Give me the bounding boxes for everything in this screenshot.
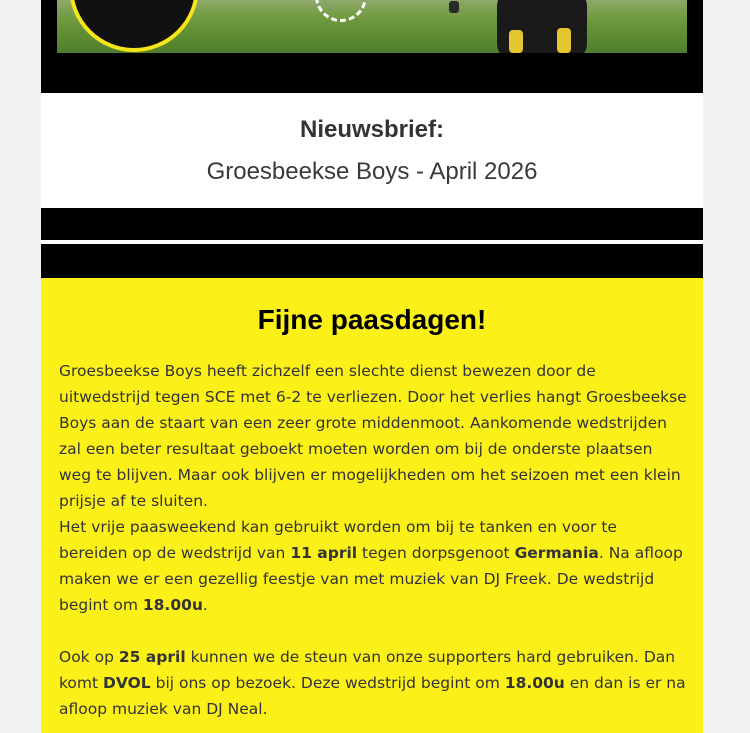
kickoff-time: 18.00u — [504, 674, 565, 692]
article-body — [59, 358, 689, 722]
newsletter-subtitle: Groesbeekse Boys - April 2026 — [206, 158, 538, 185]
article-paragraph: Het vrije paasweekend kan gebruikt worden om bij te tanken en voor te bereiden op de wedstrijd van 11 april tegen dorpsgenoot Germania. Na afloop maken we er een gezellig feestje van met muziek van DJ Freek. De wedstrijd begint om 18.00u. — [59, 518, 683, 614]
article-section — [41, 278, 703, 733]
article-title: Fijne paasdagen! — [257, 304, 487, 335]
article-paragraph: Ook op 25 april kunnen we de steun van onze supporters hard gebruiken. Dan komt DVOL bij ons op bezoek. Deze wedstrijd begint om 18.00u en dan is er na afloop muziek van DJ Neal. — [59, 648, 686, 718]
club-badge-logo — [69, 0, 199, 52]
article-paragraph: Groesbeekse Boys heeft zichzelf een slechte dienst bewezen door de uitwedstrijd tegen SCE met 6-2 te verliezen. Door het verlies hangt Groesbeekse Boys aan de staart van een zeer grote middenmoot. Aankomende wedstrijden zal een beter resultaat geboekt moeten worden om bij de onderste plaatsen weg te blijven. Maar ook blijven er mogelijkheden om het seizoen met een klein prijsje af te sluiten. — [59, 362, 687, 510]
opponent-name: DVOL — [103, 674, 151, 692]
match-date: 11 april — [290, 544, 358, 562]
player-foot — [449, 1, 459, 13]
newsletter-email — [41, 0, 703, 733]
player-leg — [557, 28, 571, 53]
match-date: 25 april — [118, 648, 186, 666]
kickoff-time: 18.00u — [142, 596, 203, 614]
football-icon — [315, 0, 367, 22]
paragraph-spacer — [59, 618, 689, 644]
hero-photo — [57, 0, 687, 53]
divider-bar — [41, 244, 703, 278]
opponent-name: Germania — [514, 544, 599, 562]
newsletter-title: Nieuwsbrief: — [299, 116, 445, 143]
player-leg — [509, 30, 523, 53]
newsletter-header — [41, 108, 703, 186]
hero-banner — [41, 0, 703, 93]
divider-bar — [41, 208, 703, 240]
